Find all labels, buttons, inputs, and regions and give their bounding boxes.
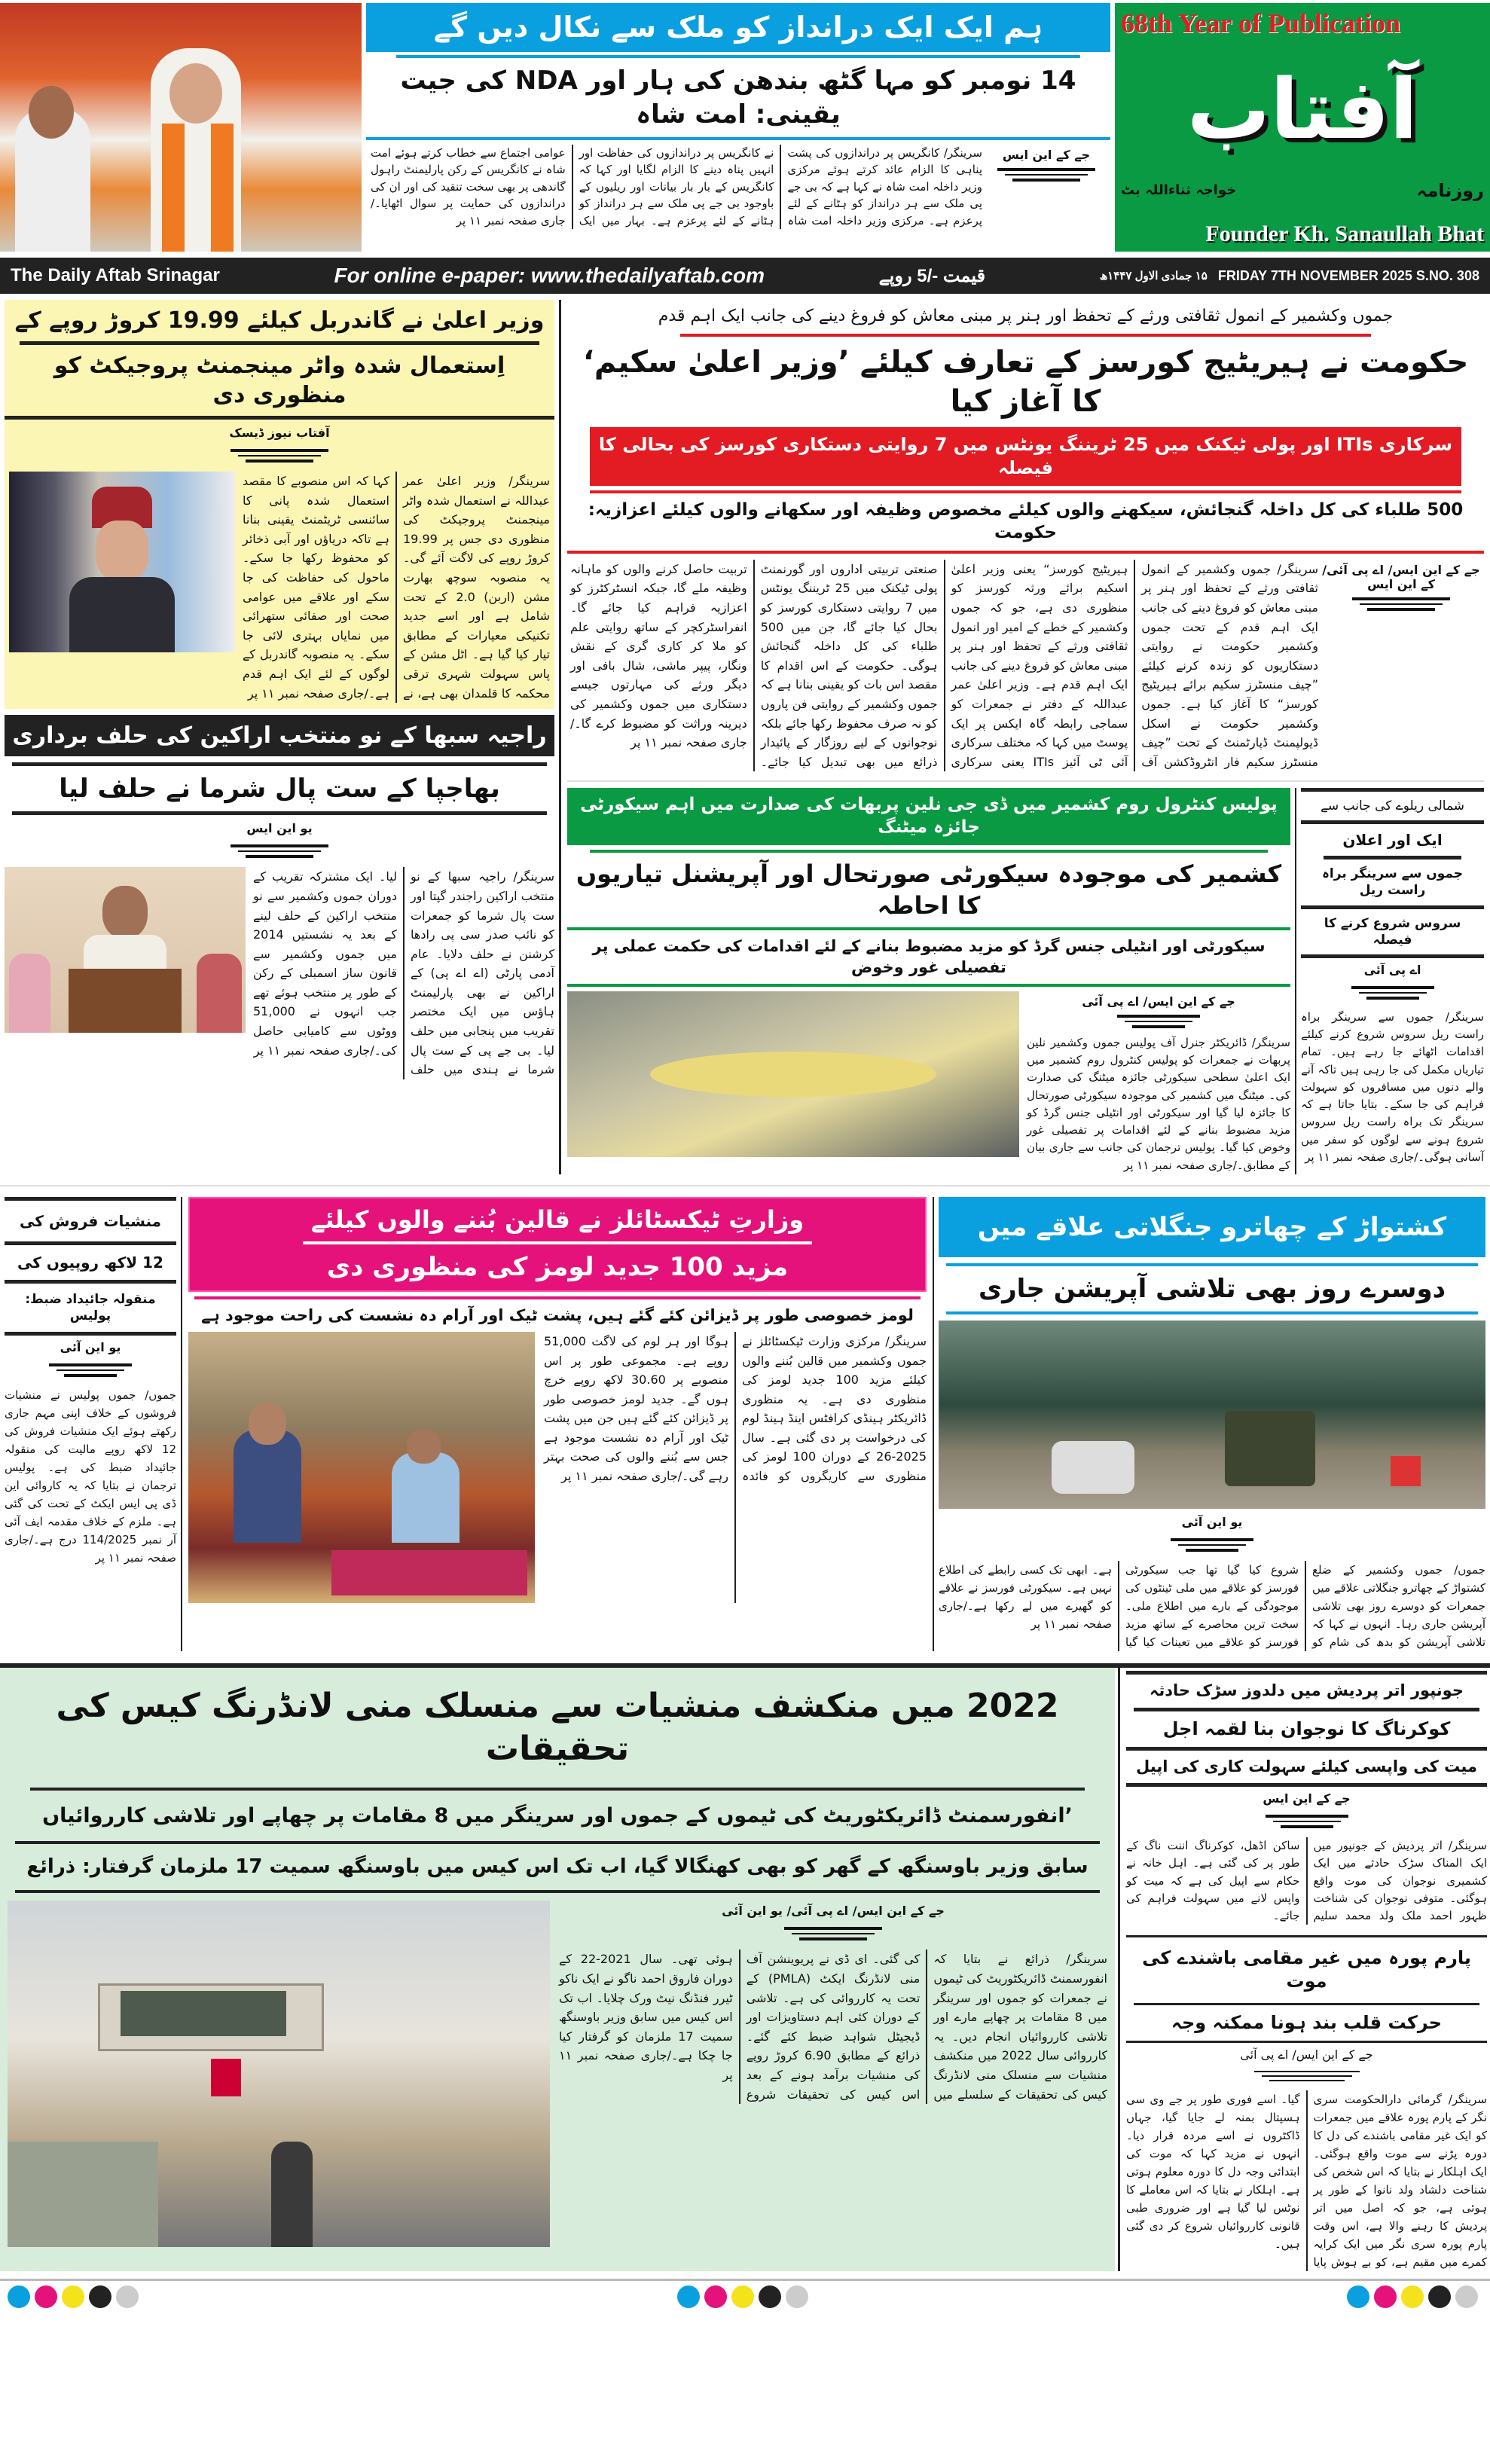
gandarbal-headline-2: اِستعمال شدہ واٹر مینجمنٹ پروجیکٹ کو منظوری دی	[53, 353, 505, 408]
registration-marks-center	[677, 2285, 813, 2311]
rajya-sabha-body: سرینگر/ راجیہ سبھا کے نو منتخب اراکین راجندر گپتا اور ست پال شرما کو جمعرات کو نائب صدر سی پی رادھا کرشنن نے حلف دلایا۔ عام آدمی پارٹی (اے اے پی) کے اراکین نے بھی پارلیمنٹ ہاؤس میں ایک مختصر تقریب میں پنجابی میں حلف لیا۔ بی جے پی کے ست پال شرما نے ہندی میں حلف لیا۔ ایک مشترکہ تقریب کے دوران جموں وکشمیر سے نو منتخب اراکین کے حلف لینے کے بعد یہ نشستیں 2014 میں جموں وکشمیر سے قانون ساز اسمبلی کے رکن کے طور پر منتخب ہوئے تھے جب انہوں نے 51,000 ووٹوں سے کامیابی حاصل کی۔/جاری صفحہ نمبر ۱۱ پر	[253, 869, 554, 1077]
founder-label: Founder Kh. Sanaullah Bhat	[1205, 221, 1484, 246]
separator-icon	[1254, 2068, 1360, 2084]
right-briefs	[1123, 1668, 1490, 2271]
right-column	[561, 300, 1490, 1174]
issue-date: FRIDAY 7TH NOVEMBER 2025 S.NO. 308	[1217, 267, 1479, 283]
carpet-weaving-photo	[188, 1332, 535, 1603]
price: قیمت -/5 روپے	[878, 265, 986, 286]
security-subhead: سیکورٹی اور انٹیلی جنس گرڈ کو مزید مضبوط بنانے کے لئے اقدامات کی حکمت عملی پر تفصیلی غور وخوض	[592, 937, 1266, 976]
rail-headline-1: ایک اور اعلان	[1342, 831, 1443, 850]
security-agency: جے کے این ایس/ اے پی آئی	[1082, 994, 1235, 1009]
kishtwar-banner: کشتواڑ کے چھاترو جنگلاتی علاقے میں	[939, 1197, 1485, 1257]
gandarbal-headline-1: وزیر اعلیٰ نے گاندربل کیلئے 19.99 کروڑ روپے کے	[14, 307, 545, 334]
black-mark-icon	[89, 2285, 111, 2308]
parimpora-subhead: حرکت قلب بند ہونا ممکنہ وجہ	[1171, 2011, 1443, 2033]
heritage-story	[567, 300, 1484, 771]
parimpora-headline: پارم پورہ میں غیر مقامی باشندے کی موت	[1142, 1947, 1471, 1992]
section-divider	[0, 1185, 1490, 1186]
year-of-publication: 68th Year of Publication	[1121, 8, 1401, 38]
registration-marks-left	[8, 2285, 143, 2311]
grey-mark-icon	[786, 2285, 808, 2308]
black-mark-icon	[1428, 2285, 1451, 2308]
rail-story	[1301, 788, 1484, 1174]
separator-icon	[49, 1360, 132, 1380]
ed-headline: 2022 میں منکشف منشیات سے منسلک منی لانڈرنگ کیس کی تحقیقات	[56, 1687, 1059, 1769]
drugs-headline-2: 12 لاکھ روپیوں کی	[17, 1253, 163, 1272]
separator-icon	[1352, 597, 1450, 611]
textiles-body: سرینگر/ مرکزی وزارت ٹیکسٹائلز نے جموں وکشمیر میں قالین بُننے والوں کیلئے مزید 100 جدید لومز کی منظوری دی ہے۔ یہ منظوری ڈائریکٹر ہینڈی کرافٹس اینڈ ہینڈ لوم کی درخواست پر دی گئی ہے۔ سال 2025-26 کے دوران 100 لومز کی منظوری سے کاریگروں کو فائدہ ہوگا اور ہر لوم کی لاگت 51,000 روپے ہے۔ مجموعی طور پر اس منصوبے پر 30.60 لاکھ روپے خرچ ہوں گے۔ جدید لومز خصوصی طور پر ڈیزائن کئے گئے ہیں جن میں پشت ٹیک اور آرام دہ نشست موجود ہے جس سے بُننے والوں کی صحت بہتر رہے گی۔/جاری صفحہ نمبر ۱۱ پر	[544, 1333, 927, 1484]
rajya-sabha-story	[5, 715, 554, 1079]
separator-icon	[231, 841, 328, 861]
search-operation-photo	[939, 1321, 1485, 1509]
drugs-brief	[0, 1197, 181, 1651]
ed-body: سرینگر/ ذرائع نے بتایا کہ انفورسمنٹ ڈائریکٹوریٹ کی ٹیموں نے جمعرات کو جموں اور سرینگر میں 8 مقامات پر چھاپے مارے اور تلاشی کارروائیاں انجام دیں۔ یہ کارروائی سال 2022 میں منکشف منشیات سے منسلک منی لانڈرنگ کیس کی تحقیقات کے سلسلے میں کی گئی۔ ای ڈی نے پریوینشن آف منی لانڈرنگ ایکٹ (PMLA) کے تحت یہ کارروائی کی ہے۔ تلاشی کے دوران کئی اہم دستاویزات اور ڈیجیٹل شواہد ضبط کئے گئے۔ ذرائع کے مطابق 6.90 کروڑ روپے کی منشیات برآمد ہونے کے بعد اس کیس کی تحقیقات شروع ہوئی تھی۔ سال 2021-22 کے دوران فاروق احمد ناگو نے ایک ناکو ٹیرر فنڈنگ نیٹ ورک چلایا۔ اب تک اس کیس میں سابق وزیر باوسنگھ سمیت 17 ملزمان کو گرفتار کیا جا چکا ہے۔/جاری صفحہ نمبر ۱۱ پر	[559, 1952, 1107, 2102]
security-meeting-photo	[567, 991, 1019, 1157]
black-mark-icon	[759, 2285, 781, 2308]
rajya-sabha-agency: یو این ایس	[246, 821, 313, 836]
rajya-sabha-headline: بھاجپا کے ست پال شرما نے حلف لیا	[59, 774, 500, 805]
heritage-red-banner: سرکاری ITIs اور پولی ٹیکنک میں 25 ٹریننگ یونٹس میں 7 روایتی دستکاری کورسز کی بحالی کا فیصلہ	[590, 427, 1461, 486]
lead-agency: جے کے این ایس	[1002, 147, 1091, 162]
lead-photo	[0, 3, 362, 252]
rail-agency: اے پی آئی	[1363, 962, 1421, 977]
cyan-mark-icon	[677, 2285, 700, 2308]
hijri-date: ۱۵ جمادی الاول ۱۴۴۷ھ	[1099, 270, 1208, 282]
separator-icon	[231, 446, 328, 466]
ed-subhead-1: ’انفورسمنٹ ڈائریکٹوریٹ کی ٹیموں کے جموں اور سرینگر میں 8 مقامات پر چھاپے اور تلاشی کارروائیاں	[42, 1803, 1073, 1827]
heritage-subhead: 500 طلباء کی کل داخلہ گنجائش، سیکھنے والوں کیلئے مخصوص وظیفہ اور سکھانے والوں کیلئے اعزازیہ: حکومت	[588, 499, 1464, 542]
security-headline: کشمیر کی موجودہ سیکورٹی صورتحال اور آپریشنل تیاریوں کا احاطہ	[576, 859, 1282, 920]
accident-headline-1: جونپور اتر پردیش میں دلدوز سڑک حادثہ	[1150, 1681, 1464, 1700]
drugs-agency: یو این آئی	[60, 1340, 121, 1355]
kishtwar-body: جموں/ جموں وکشمیر کے ضلع کشتواڑ کے چھاترو جنگلاتی علاقے میں جمعرات کو دوسرے روز بھی تلاشی آپریشن جاری رہا۔ انہوں نے کہا کہ تلاشی آپریشن کو بدھ کی شام کو شروع کیا گیا تھا جب سیکورٹی فورسز کو علاقے میں ملی ٹینٹوں کی موجودگی کے بارے میں اطلاع ملی۔ سخت ترین محاصرے کے ساتھ مزید فورسز کو علاقے میں تعینات کیا گیا ہے۔ ابھی تک کسی رابطے کی اطلاع نہیں ہے۔ سیکورٹی فورسز نے علاقے کو گھیرے میں لے رکھا ہے۔/جاری صفحہ نمبر ۱۱ پر	[939, 1563, 1485, 1650]
separator-icon	[1266, 1812, 1348, 1831]
second-row	[0, 300, 1490, 1174]
rail-headline-3: سروس شروع کرنے کا فیصلہ	[1324, 915, 1461, 948]
grey-mark-icon	[1455, 2285, 1478, 2308]
textiles-banner	[188, 1197, 927, 1292]
textiles-headline-2: مزید 100 جدید لومز کی منظوری دی	[326, 1252, 789, 1283]
accident-headline-2: کوکرناگ کا نوجوان بنا لقمہ اجل	[1162, 1717, 1451, 1739]
accident-body: سرینگر/ اتر پردیش کے جونپور میں ایک المناک سڑک حادثے میں ایک کشمیری نوجوان کی موت واقع ہوگئی۔ متوفی نوجوان کی شناخت ظہور احمد ملک ولد محمد سلیم ساکن اڈھل، کوکرناگ اننت ناگ کے طور پر کی گئی ہے۔ اہل خانہ نے حکام سے اپیل کی ہے کہ میت کو واپس لانے میں سہولت فراہم کی جائے۔	[1126, 1839, 1487, 1922]
gandarbal-body: سرینگر/ وزیر اعلیٰ عمر عبداللہ نے استعمال شدہ واٹر مینجمنٹ پروجیکٹ کی منظوری دی جس پر 19.99 کروڑ روپے کی لاگت آئے گی۔ یہ منصوبہ سوچھ بھارت مشن (اربن) 2.0 کے تحت شامل ہے اور اسے جدید تکنیکی معیارات کے مطابق تیار کیا گیا ہے۔ اٹل مشن کے پاس سہولت شہری ترقی محکمہ کا قلمدان بھی ہے، نے کہا کہ اس منصوبے کا مقصد استعمال شدہ پانی کا سائنسی ٹریٹمنٹ یقینی بنانا ہے تاکہ دریاؤں اور آبی ذخائر کو محفوظ رکھا جا سکے۔ ماحول کی حفاظت کی جا سکے اور علاقے میں عوامی صحت اور صفائی ستھرائی میں نمایاں بہتری لائی جا سکے۔ یہ منصوبہ گاندربل کے لوگوں کے لئے ایک اہم قدم ہے۔/جاری صفحہ نمبر ۱۱ پر	[243, 474, 550, 701]
ed-subhead-2: سابق وزیر باوسنگھ کے گھر کو بھی کھنگالا گیا، اب تک اس کیس میں باوسنگھ سمیت 17 ملزمان گرفتار: ذرائع	[26, 1855, 1088, 1878]
lead-story	[362, 3, 1115, 252]
paper-name: The Daily Aftab Srinagar	[11, 265, 220, 285]
parimpora-body: سرینگر/ گرمائی دارالحکومت سری نگر کے پارم پورہ علاقے میں جمعرات کو ایک غیر مقامی باشندے کی دل کا دورہ پڑنے سے موت واقع ہوگئی۔ ایک اہلکار نے بتایا کہ اس شخص کی شناخت دلشاد ولد نانوا کے طور پر ہوئی ہے، جو کہ اصل میں اتر پردیش کا رہنے والا ہے، اس وقت پارم پورہ سری نگر میں ایک کرایہ کمرے میں مقیم ہے، کو بے ہوش پایا گیا۔ اسے فوری طور پر جے وی سی ہسپتال بمنہ لے جایا گیا، جہاں ڈاکٹروں نے اسے مردہ قرار دیا۔ انہوں نے مزید کہا کہ موت کی ابتدائی وجہ دل کا دورہ معلوم ہوتی ہے۔ اہلکار نے بتایا کہ اس معاملے کا نوٹس لیا گیا ہے اور ضروری طبی قانونی کارروائیاں شروع کر دی گئی ہیں۔	[1126, 2092, 1487, 2269]
heritage-agency: جے کے این ایس/ اے پی آئی/ کے این ایس	[1322, 562, 1480, 591]
magenta-mark-icon	[704, 2285, 727, 2308]
separator-icon	[1351, 983, 1434, 1003]
column-divider	[1295, 788, 1296, 1174]
textiles-story	[182, 1197, 933, 1651]
magenta-mark-icon	[35, 2285, 57, 2308]
accident-agency: جے کے این ایس	[1263, 1791, 1351, 1806]
registration-marks	[0, 2281, 1490, 2316]
logo-subtitle: روزنامہ	[1416, 179, 1484, 201]
ed-story	[0, 1668, 1115, 2271]
security-body: سرینگر/ ڈائریکٹر جنرل آف پولیس جموں وکشمیر نلین پربھات نے جمعرات کو پولیس کنٹرول روم کشمیر میں ایک اعلیٰ سطحی سیکورٹی جائزہ میٹنگ کی صدارت کی۔ میٹنگ میں کشمیر کی موجودہ سیکورٹی صورتحال کا جائزہ لیا گیا اور سیکورٹی اور انٹیلی جنس گرڈ کو مزید مضبوط بنانے کے لئے اقدامات پر تفصیلی غور وخوض کیا گیا۔ پولیس ترجمان کی جانب سے جاری بیان کے مطابق۔/جاری صفحہ نمبر ۱۱ پر	[1027, 1035, 1290, 1172]
security-banner: پولیس کنٹرول روم کشمیر میں ڈی جی نلین پربھات کی صدارت میں اہم سیکورٹی جائزہ میٹنگ	[567, 788, 1290, 845]
logo: آفتاب	[1186, 61, 1418, 158]
cyan-mark-icon	[8, 2285, 30, 2308]
lead-body: سرینگر/ کانگریس پر دراندازوں کی پشت پناہی کا الزام عائد کرتے ہوئے مرکزی وزیر داخلہ امت شاہ نے کہا ہے کہ بی جے پی ملک سے ہر درانداز کو ہٹانے کے لئے پرعزم ہے۔ مرکزی وزیر داخلہ امت شاہ نے کانگریس پر دراندازوں کی حفاظت اور انہیں پناہ دینے کا الزام لگایا اور کہا کہ کانگریس کے بار بار بیانات اور ریلیوں کے باوجود بی جے پی ملک سے ہر درانداز کو ہٹانے کے لئے پرعزم ہے۔ بہار میں ایک عوامی اجتماع سے خطاب کرتے ہوئے امت شاہ نے کانگریس کے رکن پارلیمنٹ راہول گاندھی پر بھی سخت تنقید کی اور ان کی دراندازوں کی حمایت پر سوال اٹھایا۔/جاری صفحہ نمبر ۱۱ پر	[371, 145, 982, 227]
parimpora-story	[1126, 1935, 1487, 2271]
top-row	[0, 0, 1490, 252]
masthead	[1115, 3, 1490, 252]
left-column	[0, 300, 559, 1174]
rail-headline-2: جموں سے سرینگر براہ راست ریل	[1321, 866, 1464, 899]
magenta-mark-icon	[1374, 2285, 1397, 2308]
cyan-mark-icon	[1347, 2285, 1369, 2308]
raid-house-photo	[8, 1901, 550, 2247]
yellow-mark-icon	[731, 2285, 754, 2308]
yellow-mark-icon	[62, 2285, 84, 2308]
third-row	[0, 1197, 1490, 1651]
registration-marks-right	[1347, 2285, 1482, 2311]
info-bar	[0, 258, 1490, 294]
accident-headline-3: میت کی واپسی کیلئے سہولت کاری کی اپیل	[1136, 1757, 1477, 1775]
rail-body: سرینگر/ جموں سے سرینگر براہ راست ریل سروس شروع کرنے کیلئے اقدامات اٹھائے جا رہے ہیں۔ تمام تیاریاں مکمل کی جا رہی ہیں تاکہ آنے والے دنوں میں مسافروں کو سہولت فراہم کی جا سکے۔ بتایا جاتا ہے کہ سرینگر تک براہ راست ریل سروس شروع ہونے سے لوگوں کو سفر میں آسانی ہوگی۔/جاری صفحہ نمبر ۱۱ پر	[1301, 1009, 1484, 1164]
security-story	[567, 788, 1290, 1174]
heritage-headline: حکومت نے ہیریٹیج کورسز کے تعارف کیلئے ’وزیر اعلیٰ سکیم‘ کا آغاز کیا	[582, 344, 1469, 419]
gandarbal-story	[5, 300, 554, 709]
security-rail-row	[567, 780, 1484, 1174]
gandarbal-agency: آفتاب نیوز ڈیسک	[229, 426, 330, 440]
heritage-body: سرینگر/ جموں وکشمیر کے انمول ثقافتی ورثے کے تحفظ اور ہنر پر مبنی معاش کو فروغ دینے کی جانب ایک اہم قدم کے تحت جموں وکشمیر حکومت نے روایتی دستکاریوں کو زندہ کرنے کیلئے ”چیف منسٹرز سکیم برائے ہیریٹیج کورسز“ کا آغاز کیا ہے۔ جموں وکشمیر حکومت نے اسکل ڈیولپمنٹ ڈپارٹمنٹ کے تحت ”چیف منسٹرز سکیم فار انٹروڈکشن آف ہیریٹیج کورسز“ یعنی وزیر اعلیٰ اسکیم برائے ورثہ کورسز کو منظوری دی ہے، جو کہ جموں وکشمیر کے خطے کے امیر اور انمول ثقافتی ورثے کے تحفظ اور ہنر پر مبنی معاش کو فروغ دینے کی جانب ایک اہم قدم ہے۔ وزیر اعلیٰ عمر عبداللہ کے دفتر نے جمعرات کو سماجی رابطہ گاہ ایکس پر ایک پوسٹ میں کہا کہ مختلف سرکاری آئی ٹی آئیز ITIs یعنی سرکاری صنعتی تربیتی اداروں اور گورنمنٹ پولی ٹیکنک میں 25 ٹریننگ یونٹس میں 7 روایتی دستکاری کورسز کو بحال کیا جائے گا، جن میں 500 طلباء کی کل داخلہ گنجائش ہوگی۔ حکومت کے اس اقدام کا مقصد اس بات کو یقینی بنانا ہے کہ جموں وکشمیر کے روایتی فن پاروں کو نہ صرف محفوظ رکھا جائے بلکہ نوجوانوں کے لیے روزگار کے پائیدار ذرائع میں بھی تبدیل کیا جائے۔ تربیت حاصل کرنے والوں کو ماہانہ وظیفہ ملے گا، جبکہ انسٹرکٹرز کو اعزازیہ فراہم کیا جائے گا۔ انفراسٹرکچر کے ساتھ روایتی علم کو ملا کر کاری گری کے نقش ونگار، پیپر ماشی، شال بافی اور دیگر ورثے کی مہارتوں جیسے دستکاری میں جموں وکشمیر کی دیرینہ وراثت کو مضبوط کرے گا۔/جاری صفحہ نمبر ۱۱ پر	[570, 561, 1318, 769]
accident-story	[1126, 1671, 1487, 1925]
kishtwar-story	[934, 1197, 1490, 1651]
separator-icon	[997, 168, 1095, 182]
epaper-link[interactable]: For online e-paper: www.thedailyaftab.com	[334, 264, 765, 287]
lead-headline: 14 نومبر کو مہا گٹھ بندھن کی ہار اور NDA کی جیت یقینی: امت شاہ	[400, 66, 1076, 130]
separator-icon	[784, 1924, 882, 1943]
fourth-row	[0, 1668, 1490, 2271]
separator-icon	[1117, 1015, 1200, 1028]
drugs-headline-3: منقولہ جائیداد ضبط: پولیس	[25, 1291, 156, 1324]
textiles-subhead: لومز خصوصی طور پر ڈیزائن کئے گئے ہیں، پشت ٹیک اور آرام دہ نشست کی راحت موجود ہے	[201, 1305, 914, 1324]
founder-signature: خواجہ ثناءاللہ بٹ	[1121, 182, 1237, 199]
kishtwar-headline: دوسرے روز بھی تلاشی آپریشن جاری	[978, 1274, 1446, 1305]
grey-mark-icon	[116, 2285, 139, 2308]
heritage-kicker: جموں وکشمیر کے انمول ثقافتی ورثے کے تحفظ اور ہنر پر مبنی معاش کو فروغ دینے کی جانب ایک اہم قدم	[658, 307, 1394, 325]
ed-agency: جے کے این ایس/ اے پی آئی/ یو این آئی	[722, 1904, 945, 1919]
gandarbal-photo	[9, 472, 235, 652]
rail-kicker: شمالی ریلوے کی جانب سے	[1320, 798, 1465, 814]
oath-photo	[5, 867, 246, 1033]
textiles-headline-1: وزارتِ ٹیکسٹائلز نے قالین بُننے والوں کیلئے	[310, 1205, 805, 1234]
rajya-sabha-banner: راجیہ سبھا کے نو منتخب اراکین کی حلف برداری	[5, 715, 554, 756]
separator-icon	[1171, 1535, 1253, 1555]
yellow-mark-icon	[1401, 2285, 1424, 2308]
kishtwar-agency: یو این آئی	[1181, 1515, 1243, 1530]
drugs-body: جموں/ جموں پولیس نے منشیات فروشوں کے خلاف اپنی مہم جاری رکھتے ہوئے ایک منشیات فروش کی 12 لاکھ روپے مالیت کی منقولہ جائیداد ضبط کی ہے۔ پولیس ترجمان نے بتایا کہ یہ کاروائی این ڈی پی ایس ایکٹ کے تحت کی گئی ہے۔ ملزم کے خلاف مقدمہ ایف آئی آر نمبر 114/2025 درج ہے۔/جاری صفحہ نمبر ۱۱ پر	[5, 1388, 176, 1565]
column-divider	[1118, 1668, 1120, 2271]
parimpora-agency: جے کے این ایس/ اے پی آئی	[1240, 2047, 1373, 2062]
lead-banner: ہم ایک ایک درانداز کو ملک سے نکال دیں گے	[366, 3, 1110, 52]
drugs-headline-1: منشیات فروش کی	[19, 1211, 162, 1230]
